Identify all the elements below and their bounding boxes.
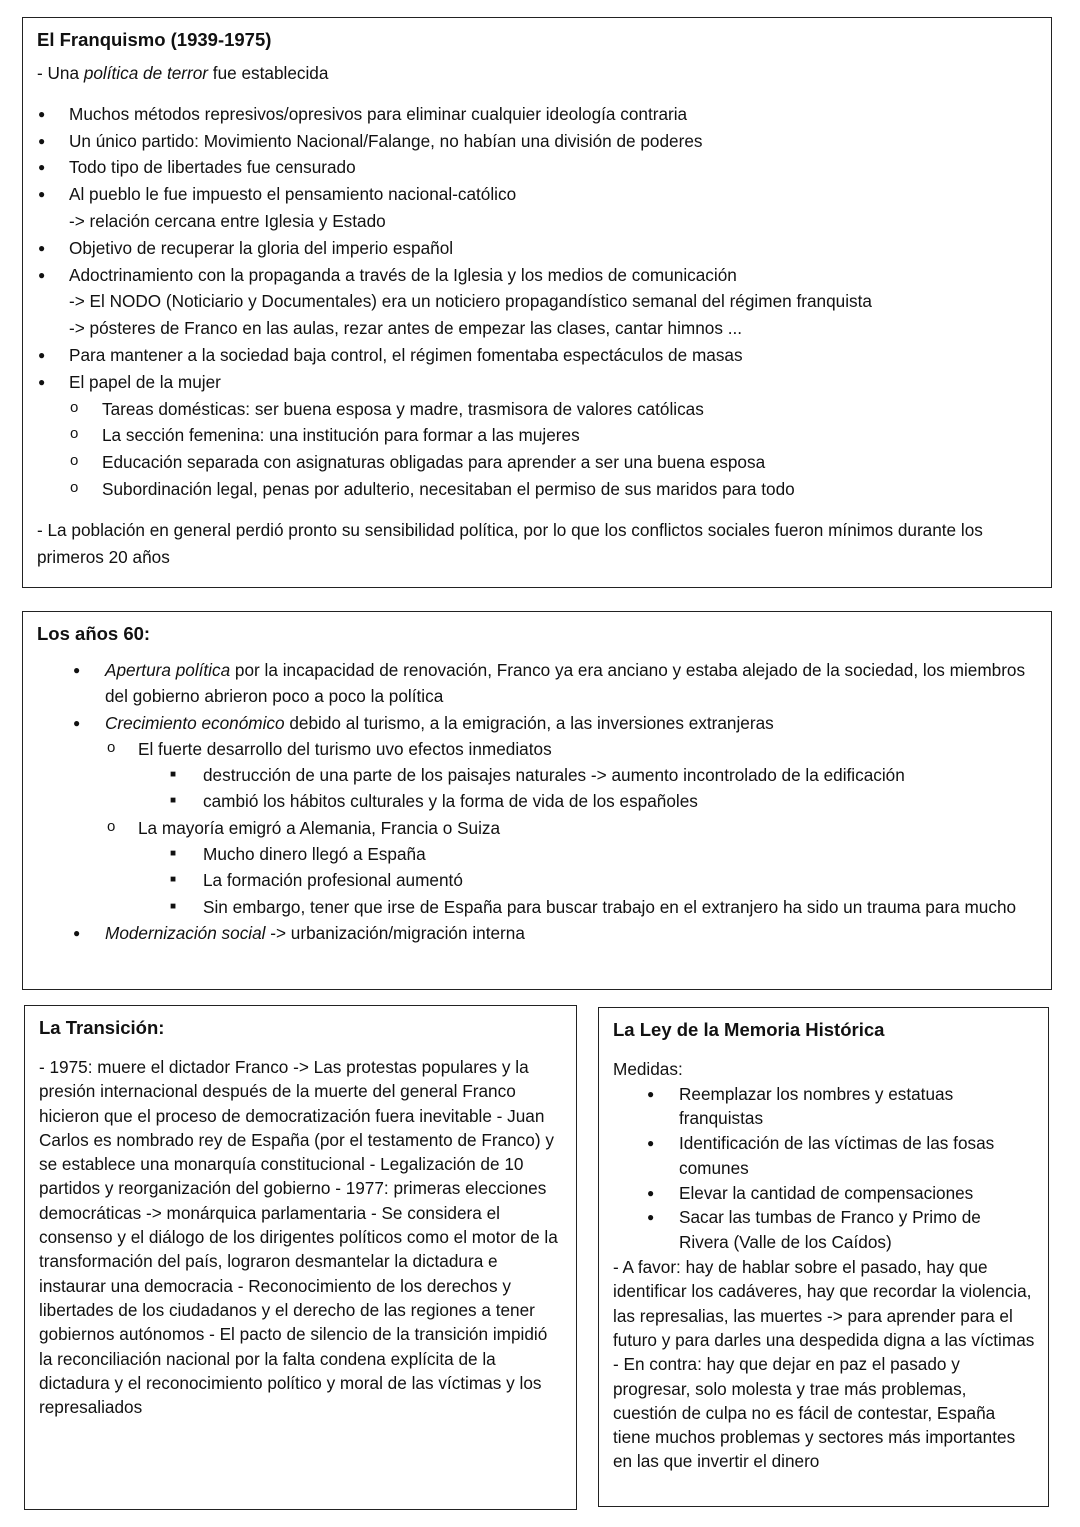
list-item: ● Para mantener a la sociedad baja control, el régimen fomentaba espectáculos de masas bbox=[37, 342, 1037, 369]
sublist-item: o La sección femenina: una institución para formar a las mujeres bbox=[69, 422, 1037, 449]
anos60-section bbox=[22, 611, 1052, 990]
list-item: ● Un único partido: Movimiento Nacional/Falange, no habían una división de poderes bbox=[37, 128, 1037, 155]
anos60-bullet-list bbox=[37, 657, 1037, 946]
sublist-item: o El fuerte desarrollo del turismo uvo efectos inmediatos ■ destrucción de una parte de los paisajes naturales -> aumento incontrolado de la edificación ■ cambió los hábitos culturales y la forma de vida de los españoles bbox=[73, 736, 1037, 815]
sublist-item: o Educación separada con asignaturas obligadas para aprender a ser una buena esposa bbox=[69, 449, 1037, 476]
list-item: ● Elevar la cantidad de compensaciones bbox=[647, 1181, 1035, 1206]
crecimiento-sublist bbox=[73, 736, 1037, 920]
medidas-list bbox=[613, 1082, 1035, 1256]
list-item: ● El papel de la mujer o Tareas domésticas: ser buena esposa y madre, trasmisora de valores católicas o La sección femenina: una institución para formar a las mujeres o Educación separada con asignaturas obligadas para aprender a ser una buena esposa o Subordinación legal, penas por adulterio, necesitaban el permiso de sus maridos para todo bbox=[37, 369, 1037, 503]
list-item: ● Apertura política por la incapacidad de renovación, Franco ya era anciano y estaba alejado de la sociedad, los miembros del gobierno abrieron poco a poco la política bbox=[73, 657, 1037, 710]
intro-emphasis: política de terror bbox=[83, 63, 209, 83]
transicion-section bbox=[24, 1005, 577, 1510]
list-item: ● Sacar las tumbas de Franco y Primo de Rivera (Valle de los Caídos) bbox=[647, 1205, 1035, 1255]
sublist-item: ■ Sin embargo, tener que irse de España para buscar trabajo en el extranjero ha sido un trauma para mucho bbox=[138, 894, 1037, 920]
list-item: ● Al pueblo le fue impuesto el pensamiento nacional-católico -> relación cercana entre Iglesia y Estado bbox=[37, 181, 1037, 235]
transicion-text: - 1975: muere el dictador Franco -> Las protestas populares y la presión internacional después de la muerte del general Franco hicieron que el proceso de democratización fuera inevitable - Juan Carlos es nombrado rey de España (por el testamento de Franco) y se establece una monarquía constitucional - Legalización de 10 partidos y reorganización del gobierno - 1977: primeras elecciones democráticas -> monárquica parlamentaria - Se considera el consenso y el diálogo de los dirigentes políticos como el motor de la transformación del país, lograron desmantelar la dictadura e instaurar una democracia - Reconocimiento de los derechos y libertades de los ciudadanos y el derecho de las regiones a tener gobiernos autónomos - El pacto de silencio de la transición impidió la reconciliación nacional por la falta condena explícita de la dictadura y el reconocimiento político y moral de las víctimas y los represaliados bbox=[39, 1057, 558, 1418]
transicion-title: La Transición: bbox=[39, 1017, 165, 1038]
franquismo-intro: - Una política de terror fue establecida bbox=[37, 63, 329, 83]
list-item: ● Modernización social -> urbanización/migración interna bbox=[73, 920, 1037, 946]
memoria-section bbox=[598, 1007, 1049, 1507]
sublist-item: ■ La formación profesional aumentó bbox=[138, 867, 1037, 893]
list-item-continuation: -> El NODO (Noticiario y Documentales) era un noticiero propagandístico semanal del régimen franquista bbox=[69, 291, 872, 312]
list-item: ● Reemplazar los nombres y estatuas franquistas bbox=[647, 1082, 1035, 1132]
list-item: ● Adoctrinamiento con la propaganda a través de la Iglesia y los medios de comunicación -> El NODO (Noticiario y Documentales) era un noticiero propagandístico semanal del régimen franquista -> pósteres de Franco en las aulas, rezar antes de empezar las clases, cantar himnos ... bbox=[37, 262, 1037, 342]
sublist-item: o Subordinación legal, penas por adulterio, necesitaban el permiso de sus maridos para todo bbox=[69, 476, 1037, 503]
sublist-item: ■ Mucho dinero llegó a España bbox=[138, 841, 1037, 867]
sublist-item: o La mayoría emigró a Alemania, Francia o Suiza ■ Mucho dinero llegó a España ■ La formación profesional aumentó ■ Sin embargo, tener que irse de España para buscar trabajo en el extranjero ha sido un trauma para mucho bbox=[73, 815, 1037, 920]
sublist-item: ■ destrucción de una parte de los paisajes naturales -> aumento incontrolado de la edificación bbox=[138, 762, 1037, 788]
franquismo-section bbox=[22, 17, 1052, 588]
emigro-sublist bbox=[203, 841, 1037, 920]
anos60-title: Los años 60: bbox=[37, 623, 151, 644]
list-item: ● Muchos métodos represivos/opresivos para eliminar cualquier ideología contraria bbox=[37, 101, 1037, 128]
list-item-continuation: -> relación cercana entre Iglesia y Estado bbox=[69, 210, 386, 231]
franquismo-closing: - La población en general perdió pronto su sensibilidad política, por lo que los conflictos sociales fueron mínimos durante los primeros 20 años bbox=[37, 519, 983, 567]
list-item: ● Objetivo de recuperar la gloria del imperio español bbox=[37, 235, 1037, 262]
sublist-item: o Tareas domésticas: ser buena esposa y madre, trasmisora de valores católicas bbox=[69, 396, 1037, 423]
memoria-title: La Ley de la Memoria Histórica bbox=[613, 1019, 885, 1040]
turismo-sublist bbox=[203, 762, 1037, 815]
list-item: ● Crecimiento económico debido al turismo, a la emigración, a las inversiones extranjeras o El fuerte desarrollo del turismo uvo efectos inmediatos ■ destrucción de una parte de los paisajes naturales -> aumento incontrolado de la edificación ■ cambió los hábitos culturales y la forma de vida de los españoles o La mayoría emigró a Alemania, Francia o Suiza ■ Mucho dinero llegó a España ■ La formación profesional aumentó ■ Sin embargo, tener que irse de España para buscar trabajo en el extranjero ha sido un trauma para mucho bbox=[73, 710, 1037, 920]
list-item: ● Identificación de las víctimas de las fosas comunes bbox=[647, 1131, 1035, 1181]
sublist-item: ■ cambió los hábitos culturales y la forma de vida de los españoles bbox=[138, 788, 1037, 814]
list-item-continuation: -> pósteres de Franco en las aulas, rezar antes de empezar las clases, cantar himnos ... bbox=[69, 318, 743, 339]
franquismo-title: El Franquismo (1939-1975) bbox=[37, 29, 272, 50]
franquismo-bullet-list bbox=[37, 101, 1037, 503]
mujer-sublist bbox=[69, 396, 1037, 503]
list-item: ● Todo tipo de libertades fue censurado bbox=[37, 154, 1037, 181]
memoria-a-favor: - A favor: hay de hablar sobre el pasado, hay que identificar los cadáveres, hay que recordar la violencia, las represalias, las muertes -> para aprender para el futuro y para darles una despedida digna a las víctimas bbox=[613, 1257, 1035, 1350]
memoria-en-contra: - En contra: hay que dejar en paz el pasado y progresar, solo molesta y trae más problemas, cuestión de culpa no es fácil de contestar, España tiene muchos problemas y sectores más importantes en las que invertir el dinero bbox=[613, 1354, 1016, 1472]
medidas-label: Medidas: bbox=[613, 1059, 683, 1079]
